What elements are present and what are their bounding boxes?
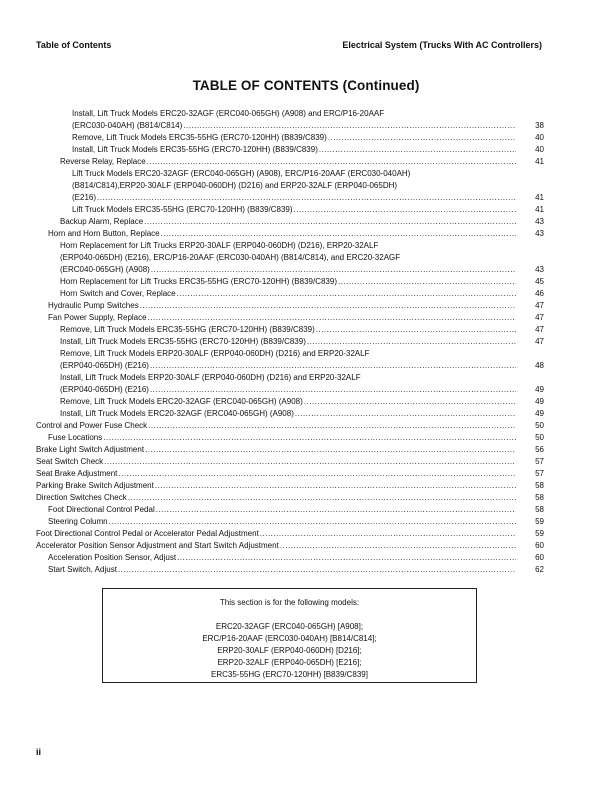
- toc-entry-title-line: Fan Power Supply, Replace: [48, 313, 147, 322]
- toc-entry[interactable]: [36, 144, 544, 156]
- toc-entry-title-line: Remove, Lift Truck Models ERC35-55HG (ERC70-120HH) (B839/C839): [60, 325, 315, 334]
- toc-entry[interactable]: [36, 492, 544, 504]
- toc-page-number: 58: [535, 505, 544, 514]
- models-list: [103, 621, 476, 681]
- toc-entry-title-line: Parking Brake Switch Adjustment: [36, 481, 154, 490]
- toc-entry-title-line: Horn and Horn Button, Replace: [48, 229, 160, 238]
- toc-page-number: 43: [535, 217, 544, 226]
- toc-page-number: 57: [535, 457, 544, 466]
- toc-page-number: 62: [535, 565, 544, 574]
- toc-entry[interactable]: [36, 276, 544, 288]
- toc-dot-leader: [147, 156, 516, 168]
- toc-entry-title-line: Install, Lift Truck Models ERC35-55HG (ERC70-120HH) (B839/C839): [60, 337, 306, 346]
- model-item: ERC/P16-20AAF (ERC030-040AH) [B814/C814];: [202, 634, 377, 643]
- toc-entry-title-line: Remove, Lift Truck Models ERC20-32AGF (ERC040-065GH) (A908): [60, 397, 303, 406]
- toc-entry-title-line: Direction Switches Check: [36, 493, 127, 502]
- toc-dot-leader: [109, 516, 516, 528]
- toc-entry-title-line: Seat Brake Adjustment: [36, 469, 118, 478]
- toc-page-number: 49: [535, 409, 544, 418]
- toc-dot-leader: [104, 456, 516, 468]
- toc-dot-leader: [156, 504, 516, 516]
- toc-entry-title-line: Seat Switch Check: [36, 457, 104, 466]
- toc-entry-title-line: (ERP040-065DH) (E216): [60, 385, 149, 394]
- toc-entry[interactable]: [36, 324, 544, 336]
- toc-entry-title-line: Lift Truck Models ERC35-55HG (ERC70-120HH) (B839/C839): [72, 205, 293, 214]
- toc-entry[interactable]: [36, 300, 544, 312]
- toc-page-number: 59: [535, 517, 544, 526]
- toc-dot-leader: [183, 120, 516, 132]
- toc-dot-leader: [161, 228, 516, 240]
- toc-entry[interactable]: [36, 444, 544, 456]
- toc-dot-leader: [118, 564, 516, 576]
- toc-entry[interactable]: [36, 564, 544, 576]
- toc-dot-leader: [177, 288, 516, 300]
- toc-dot-leader: [148, 312, 516, 324]
- model-item: ERP20-32ALF (ERP040-065DH) [E216];: [217, 658, 362, 667]
- toc-entry-title-line: Horn Replacement for Lift Trucks ERP20-30ALF (ERP040-060DH) (D216), ERP20-32ALF: [60, 241, 379, 250]
- toc-page-number: 45: [535, 277, 544, 286]
- toc-page-number: 50: [535, 433, 544, 442]
- toc-dot-leader: [260, 528, 516, 540]
- toc-entry[interactable]: [36, 168, 544, 204]
- models-notice-intro: This section is for the following models:: [219, 598, 360, 607]
- toc-page-number: 38: [535, 121, 544, 130]
- toc-entry[interactable]: [36, 204, 544, 216]
- toc-entry-title-line: Control and Power Fuse Check: [36, 421, 148, 430]
- toc-page-number: 60: [535, 541, 544, 550]
- toc-entry-title-line: Accelerator Position Sensor Adjustment and Start Switch Adjustment: [36, 541, 279, 550]
- toc-entry-title-line: Install, Lift Truck Models ERC20-32AGF (ERC040-065GH) (A908) and ERC/P16-20AAF: [72, 109, 385, 118]
- toc-page-number: 49: [535, 385, 544, 394]
- toc-entry-title-line: Remove, Lift Truck Models ERC35-55HG (ERC70-120HH) (B839/C839): [72, 133, 327, 142]
- toc-dot-leader: [177, 552, 516, 564]
- model-item: ERC20-32AGF (ERC040-065GH) [A908];: [215, 622, 364, 631]
- toc-entry-title-line: (B814/C814),ERP20-30ALF (ERP040-060DH) (D216) and ERP20-32ALF (ERP040-065DH): [72, 181, 398, 190]
- toc-dot-leader: [280, 540, 516, 552]
- toc-entry[interactable]: [36, 288, 544, 300]
- toc-page-number: 46: [535, 289, 544, 298]
- toc-page-number: 41: [535, 205, 544, 214]
- toc-entry-title-line: (ERC030-040AH) (B814/C814): [72, 121, 183, 130]
- page-header: [36, 40, 542, 54]
- toc-page-number: 49: [535, 397, 544, 406]
- toc-dot-leader: [151, 264, 516, 276]
- toc-dot-leader: [140, 300, 516, 312]
- toc-dot-leader: [103, 432, 516, 444]
- toc-dot-leader: [118, 468, 516, 480]
- header-section-title: Table of Contents: [36, 40, 112, 50]
- toc-entry-title-line: Horn Switch and Cover, Replace: [60, 289, 176, 298]
- toc-page-number: 58: [535, 493, 544, 502]
- toc-entry-title-line: Lift Truck Models ERC20-32AGF (ERC040-065GH) (A908), ERC/P16-20AAF (ERC030-040AH): [72, 169, 411, 178]
- toc-entry-title-line: Backup Alarm, Replace: [60, 217, 144, 226]
- toc-entry[interactable]: [36, 468, 544, 480]
- toc-dot-leader: [145, 444, 516, 456]
- toc-entry-title-line: Install, Lift Truck Models ERC35-55HG (ERC70-120HH) (B839/C839): [72, 145, 318, 154]
- toc-page-number: 47: [535, 337, 544, 346]
- toc-entry[interactable]: [36, 156, 544, 168]
- toc-entry-title-line: Brake Light Switch Adjustment: [36, 445, 145, 454]
- toc-entry-title-line: Install, Lift Truck Models ERP20-30ALF (ERP040-060DH) (D216) and ERP20-32ALF: [60, 373, 361, 382]
- toc-entry-title-line: (ERC040-065GH) (A908): [60, 265, 150, 274]
- toc-dot-leader: [148, 420, 516, 432]
- toc-page-number: 43: [535, 265, 544, 274]
- toc-page-number: 58: [535, 481, 544, 490]
- model-item: ERC35-55HG (ERC70-120HH) [B839/C839]: [211, 670, 368, 679]
- toc-entry[interactable]: [36, 396, 544, 408]
- toc-dot-leader: [319, 144, 516, 156]
- toc-entry[interactable]: [36, 108, 544, 132]
- toc-entry-title-line: Install, Lift Truck Models ERC20-32AGF (ERC040-065GH) (A908): [60, 409, 294, 418]
- toc-entry[interactable]: [36, 528, 544, 540]
- toc-dot-leader: [155, 480, 516, 492]
- toc-entry[interactable]: [36, 540, 544, 552]
- toc-page-number: 59: [535, 529, 544, 538]
- toc-page-number: 50: [535, 421, 544, 430]
- toc-page-number: 41: [535, 157, 544, 166]
- toc-page-number: 47: [535, 313, 544, 322]
- toc-entry[interactable]: [36, 504, 544, 516]
- toc-dot-leader: [150, 360, 516, 372]
- toc-page-number: 56: [535, 445, 544, 454]
- toc-page-number: 57: [535, 469, 544, 478]
- toc-entry[interactable]: [36, 312, 544, 324]
- toc-entry-title-line: Remove, Lift Truck Models ERP20-30ALF (ERP040-060DH) (D216) and ERP20-32ALF: [60, 349, 370, 358]
- toc-entry-title-line: Start Switch, Adjust: [48, 565, 117, 574]
- toc-entry[interactable]: [36, 336, 544, 348]
- toc-page-number: 47: [535, 325, 544, 334]
- toc-page-number: 60: [535, 553, 544, 562]
- toc-dot-leader: [328, 132, 516, 144]
- toc-entry[interactable]: [36, 372, 544, 396]
- toc-dot-leader: [294, 204, 516, 216]
- toc-entry-title-line: Reverse Relay, Replace: [60, 157, 146, 166]
- toc-entry[interactable]: [36, 432, 544, 444]
- toc-entry[interactable]: [36, 228, 544, 240]
- toc-dot-leader: [128, 492, 516, 504]
- toc-dot-leader: [144, 216, 516, 228]
- toc-page-number: 48: [535, 361, 544, 370]
- toc-page-number: 40: [535, 145, 544, 154]
- toc-dot-leader: [316, 324, 516, 336]
- toc-entry-title-line: Acceleration Position Sensor, Adjust: [48, 553, 177, 562]
- toc-dot-leader: [295, 408, 516, 420]
- toc-entry[interactable]: [36, 240, 544, 276]
- header-manual-title: Electrical System (Trucks With AC Controllers): [342, 40, 542, 50]
- toc-entry[interactable]: [36, 348, 544, 372]
- toc-entry-title-line: (ERP040-065DH) (E216): [60, 361, 149, 370]
- toc-entry[interactable]: [36, 132, 544, 144]
- toc-entry[interactable]: [36, 456, 544, 468]
- toc-dot-leader: [304, 396, 516, 408]
- toc-entry-title-line: Horn Replacement for Lift Trucks ERC35-55HG (ERC70-120HH) (B839/C839): [60, 277, 337, 286]
- toc-entry[interactable]: [36, 552, 544, 564]
- page-title: TABLE OF CONTENTS (Continued): [192, 78, 420, 93]
- toc-dot-leader: [338, 276, 516, 288]
- toc-entry-title-line: Fuse Locations: [48, 433, 103, 442]
- toc-entry-title-line: Steering Column: [48, 517, 108, 526]
- toc-page-number: 41: [535, 193, 544, 202]
- toc-entry[interactable]: [36, 216, 544, 228]
- toc-entry[interactable]: [36, 480, 544, 492]
- page-number: ii: [36, 747, 42, 757]
- toc-entry-title-line: (ERP040-065DH) (E216), ERC/P16-20AAF (ERC030-040AH) (B814/C814), and ERC20-32AGF: [60, 253, 401, 262]
- toc-entry-title-line: Foot Directional Control Pedal or Accelerator Pedal Adjustment: [36, 529, 259, 538]
- toc-entry[interactable]: [36, 408, 544, 420]
- models-notice-box: [102, 588, 477, 683]
- table-of-contents: [36, 108, 544, 576]
- toc-entry-title-line: (E216): [72, 193, 97, 202]
- toc-dot-leader: [150, 384, 516, 396]
- toc-page-number: 47: [535, 301, 544, 310]
- toc-entry[interactable]: [36, 420, 544, 432]
- toc-dot-leader: [307, 336, 516, 348]
- toc-page-number: 43: [535, 229, 544, 238]
- toc-entry-title-line: Foot Directional Control Pedal: [48, 505, 155, 514]
- toc-dot-leader: [97, 192, 516, 204]
- model-item: ERP20-30ALF (ERP040-060DH) [D216];: [217, 646, 362, 655]
- toc-entry[interactable]: [36, 516, 544, 528]
- toc-page-number: 40: [535, 133, 544, 142]
- toc-entry-title-line: Hydraulic Pump Switches: [48, 301, 139, 310]
